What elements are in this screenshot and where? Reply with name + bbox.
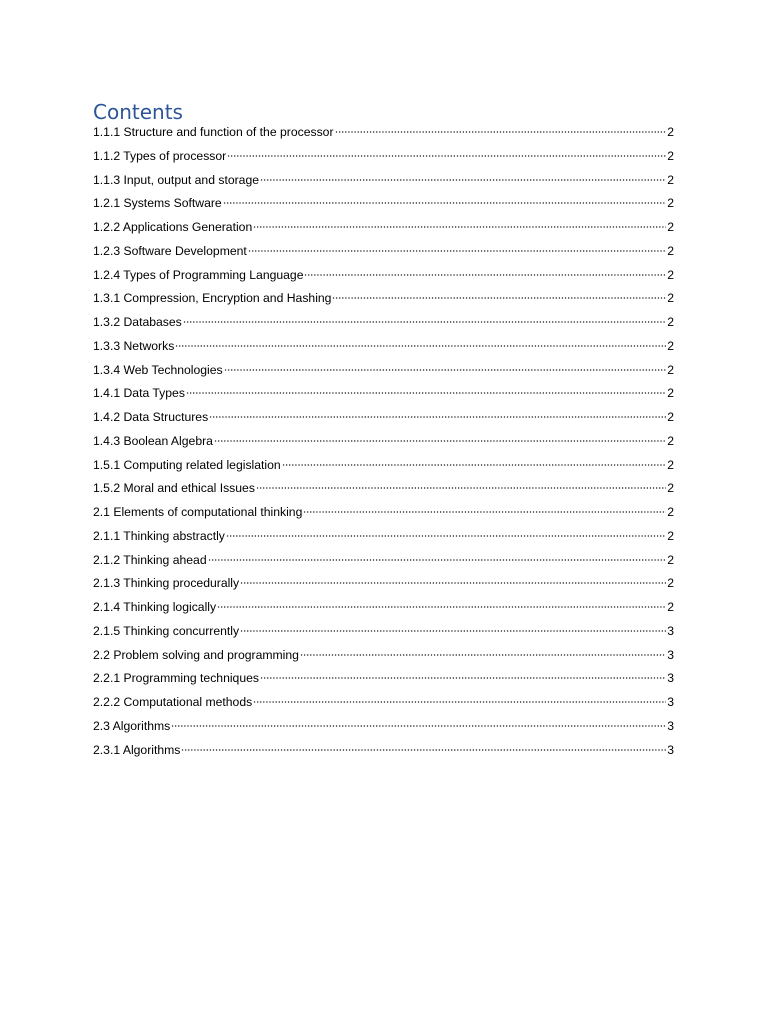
dot-leader: [304, 274, 666, 276]
dot-leader: [227, 155, 666, 157]
table-of-contents: [93, 100, 674, 762]
toc-entry-page-number: 2: [667, 552, 674, 567]
dot-leader: [181, 749, 666, 751]
toc-entry-title: 1.2.4 Types of Programming Language: [93, 267, 304, 282]
toc-entry-title: 1.3.1 Compression, Encryption and Hashing: [93, 291, 332, 306]
toc-entry-title: 1.2.2 Applications Generation: [93, 220, 253, 234]
toc-entry-page-number: 2: [667, 457, 674, 472]
toc-entry-title: 2.3.1 Algorithms: [93, 742, 181, 757]
dot-leader: [224, 369, 667, 371]
toc-entry-title: 1.2.1 Systems Software: [93, 196, 222, 211]
toc-entry-page-number: 2: [667, 220, 674, 234]
toc-entry-page-number: 2: [667, 433, 674, 448]
dot-leader: [240, 582, 666, 584]
toc-entry-title: 1.3.4 Web Technologies: [93, 362, 223, 377]
toc-entry[interactable]: [93, 572, 674, 596]
toc-entry-title: 2.1 Elements of computational thinking: [93, 505, 303, 519]
toc-entry-title: 1.5.2 Moral and ethical Issues: [93, 481, 255, 496]
toc-entry[interactable]: [93, 644, 674, 668]
dot-leader: [208, 559, 667, 561]
toc-entry-page-number: 3: [667, 718, 674, 733]
toc-entry[interactable]: [93, 359, 674, 383]
dot-leader: [260, 677, 666, 679]
toc-entry-page-number: 3: [667, 647, 674, 662]
dot-leader: [335, 131, 667, 133]
toc-entry[interactable]: [93, 311, 674, 335]
dot-leader: [253, 701, 666, 703]
toc-entry[interactable]: [93, 454, 674, 478]
toc-entry[interactable]: [93, 739, 674, 763]
toc-entry-title: 1.3.3 Networks: [93, 338, 175, 353]
toc-entry-page-number: 2: [667, 125, 674, 139]
toc-entry-title: 2.1.5 Thinking concurrently: [93, 623, 240, 638]
toc-entry-title: 2.1.3 Thinking procedurally: [93, 576, 240, 591]
toc-entry-title: 1.5.1 Computing related legislation: [93, 457, 281, 472]
toc-entry-title: 2.1.4 Thinking logically: [93, 600, 217, 614]
toc-entry[interactable]: [93, 287, 674, 311]
toc-entry-page-number: 2: [667, 505, 674, 519]
toc-entry-page-number: 2: [667, 338, 674, 353]
toc-entry-title: 1.1.2 Types of processor: [93, 148, 227, 163]
toc-entry[interactable]: [93, 382, 674, 406]
toc-entry-page-number: 2: [667, 410, 674, 424]
toc-entry-title: 1.3.2 Databases: [93, 315, 182, 329]
toc-entry-title: 2.1.2 Thinking ahead: [93, 552, 207, 567]
toc-entry[interactable]: [93, 335, 674, 359]
toc-entry-page-number: 3: [667, 623, 674, 638]
dot-leader: [256, 487, 666, 489]
dot-leader: [260, 179, 666, 181]
dot-leader: [248, 250, 666, 252]
toc-entry-title: 2.3 Algorithms: [93, 718, 171, 733]
toc-entry[interactable]: [93, 145, 674, 169]
toc-entry-page-number: 2: [667, 600, 674, 614]
toc-entry-title: 2.1.1 Thinking abstractly: [93, 528, 225, 543]
toc-heading: Contents: [93, 100, 183, 124]
dot-leader: [303, 511, 666, 513]
toc-entry-title: 2.2.2 Computational methods: [93, 695, 253, 709]
dot-leader: [300, 654, 666, 656]
dot-leader: [209, 416, 666, 418]
toc-entry-page-number: 2: [667, 576, 674, 591]
toc-entry-page-number: 2: [667, 148, 674, 163]
toc-entry[interactable]: [93, 667, 674, 691]
toc-entry-title: 1.1.1 Structure and function of the processor: [93, 125, 334, 139]
dot-leader: [253, 226, 666, 228]
toc-entry[interactable]: [93, 477, 674, 501]
dot-leader: [240, 630, 666, 632]
toc-entry-page-number: 2: [667, 291, 674, 306]
toc-entry[interactable]: [93, 121, 674, 145]
toc-entry[interactable]: [93, 264, 674, 288]
dot-leader: [223, 202, 667, 204]
toc-entry-page-number: 2: [667, 267, 674, 282]
dot-leader: [175, 345, 666, 347]
toc-entry-title: 1.4.1 Data Types: [93, 386, 185, 401]
toc-entry[interactable]: [93, 501, 674, 525]
dot-leader: [171, 725, 666, 727]
toc-entry-page-number: 2: [667, 386, 674, 401]
toc-entry-page-number: 2: [667, 196, 674, 211]
toc-entry-title: 1.2.3 Software Development: [93, 243, 247, 258]
toc-entry[interactable]: [93, 406, 674, 430]
toc-entry[interactable]: [93, 240, 674, 264]
toc-entry-page-number: 2: [667, 481, 674, 496]
dot-leader: [217, 606, 666, 608]
toc-entry-title: 2.2.1 Programming techniques: [93, 671, 259, 686]
toc-entry-page-number: 3: [667, 742, 674, 757]
dot-leader: [186, 392, 666, 394]
toc-entry[interactable]: [93, 715, 674, 739]
toc-entry-title: 2.2 Problem solving and programming: [93, 647, 299, 662]
dot-leader: [214, 440, 666, 442]
dot-leader: [183, 321, 666, 323]
toc-entry-page-number: 3: [667, 695, 674, 709]
dot-leader: [332, 297, 666, 299]
toc-entry-page-number: 2: [667, 315, 674, 329]
dot-leader: [226, 535, 666, 537]
toc-entry[interactable]: [93, 430, 674, 454]
toc-entry-page-number: 2: [667, 362, 674, 377]
toc-entry[interactable]: [93, 596, 674, 620]
toc-entry[interactable]: [93, 525, 674, 549]
dot-leader: [282, 464, 667, 466]
toc-entry-title: 1.4.3 Boolean Algebra: [93, 433, 213, 448]
toc-entry[interactable]: [93, 549, 674, 573]
toc-entry[interactable]: [93, 169, 674, 193]
toc-list: [93, 121, 674, 762]
toc-entry-title: 1.4.2 Data Structures: [93, 410, 209, 424]
toc-entry-title: 1.1.3 Input, output and storage: [93, 172, 260, 187]
toc-entry[interactable]: [93, 216, 674, 240]
toc-entry[interactable]: [93, 691, 674, 715]
toc-entry[interactable]: [93, 192, 674, 216]
toc-entry-page-number: 2: [667, 243, 674, 258]
toc-entry-page-number: 3: [667, 671, 674, 686]
toc-entry-page-number: 2: [667, 172, 674, 187]
toc-entry-page-number: 2: [667, 528, 674, 543]
toc-entry[interactable]: [93, 620, 674, 644]
